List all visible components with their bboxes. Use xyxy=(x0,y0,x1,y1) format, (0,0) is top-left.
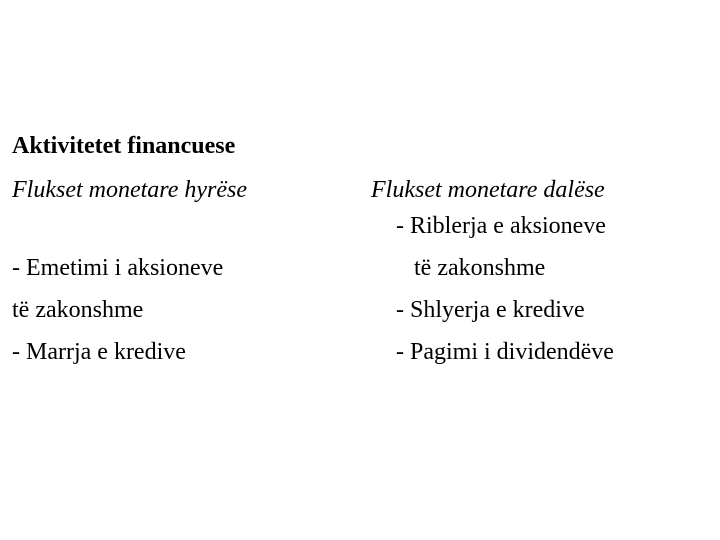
inflows-title: Flukset monetare hyrëse xyxy=(12,177,248,203)
outflow-item: të zakonshme xyxy=(414,255,546,281)
inflow-item: të zakonshme xyxy=(12,297,144,323)
inflow-item: - Emetimi i aksioneve xyxy=(12,255,224,281)
outflows-title: Flukset monetare dalëse xyxy=(371,177,605,203)
outflow-item: - Riblerja e aksioneve xyxy=(396,213,606,239)
section-heading: Aktivitetet financuese xyxy=(12,133,236,159)
inflow-item: - Marrja e kredive xyxy=(12,339,186,365)
outflow-item: - Shlyerja e kredive xyxy=(396,297,585,323)
outflow-item: - Pagimi i dividendëve xyxy=(396,339,614,365)
